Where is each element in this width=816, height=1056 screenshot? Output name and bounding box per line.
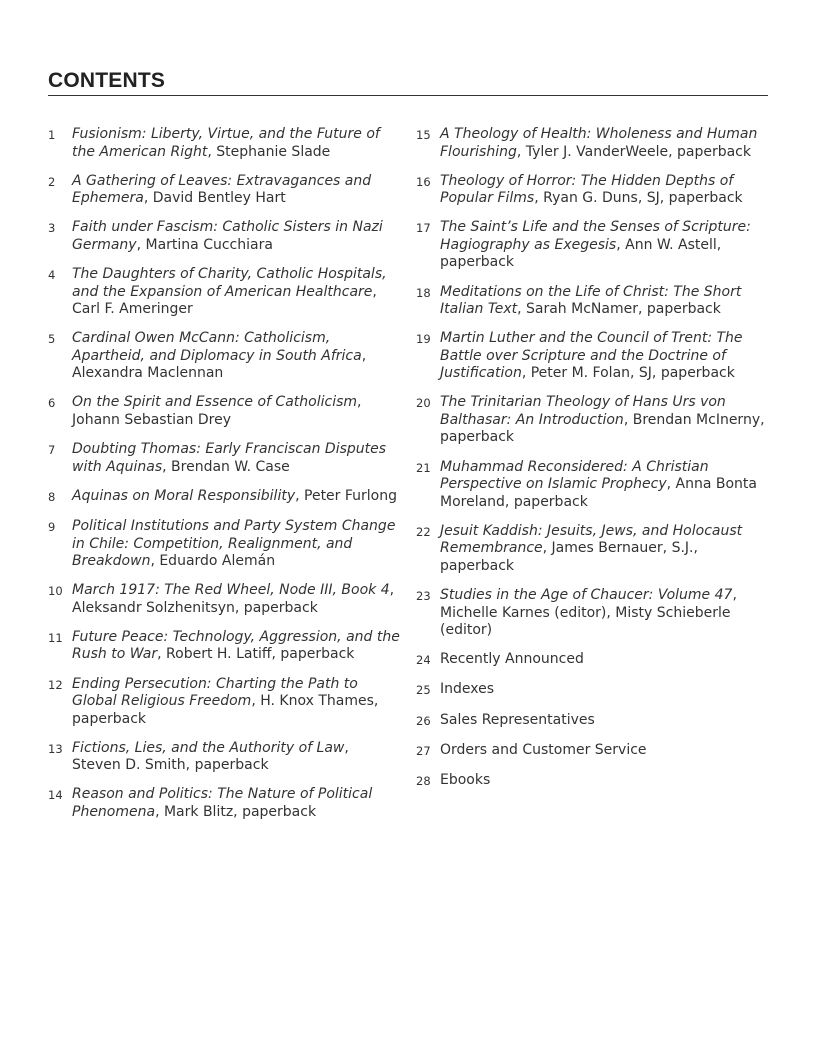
toc-entry[interactable] [416,681,768,700]
toc-entry[interactable] [48,394,400,429]
toc-page-number: 13 [48,741,63,756]
toc-entry-text [440,523,768,576]
toc-entry[interactable] [416,126,768,161]
toc-page-number: 8 [48,489,56,504]
book-title: Reason and Politics: The Nature of Political Phenomena [72,786,373,820]
book-title: Aquinas on Moral Responsibility [72,487,296,504]
toc-page-number: 2 [48,174,56,189]
toc-entry-text [440,459,768,512]
book-title: Theology of Horror: The Hidden Depths of Popular Films [440,172,734,207]
book-author-format: , David Bentley Hart [143,190,286,207]
page-title: CONTENTS [48,69,166,92]
book-author-format: Indexes [440,681,495,698]
book-title: A Gathering of Leaves: Extravagances and Ephemera [72,172,372,207]
toc-page-number: 14 [48,788,63,803]
toc-page-number: 3 [48,221,56,236]
book-author-format: , Ryan G. Duns, SJ, paperback [534,190,743,207]
toc-entry[interactable] [48,488,400,507]
toc-entry[interactable] [48,441,400,476]
toc-entry-text [440,772,768,790]
book-author-format: , Anna Bonta Moreland, paperback [440,476,757,510]
book-author-format: , Johann Sebastian Drey [72,394,362,428]
book-author-format: , James Bernauer, S.J., paperback [440,540,698,574]
toc-entry-text [72,330,400,383]
toc-page-number: 21 [416,460,431,475]
book-author-format: , Tyler J. VanderWeele, paperback [516,143,751,160]
toc-page-number: 7 [48,443,56,458]
toc-entry-text [440,173,768,208]
book-author-format: , Mark Blitz, paperback [155,803,317,820]
book-title: Faith under Fascism: Catholic Sisters in Nazi Germany [72,219,383,253]
book-title: The Daughters of Charity, Catholic Hospitals, and the Expansion of American Healthcare [72,266,387,300]
book-title: Jesuit Kaddish: Jesuits, Jews, and Holocaust Remembrance [440,522,743,557]
toc-entry[interactable] [48,740,400,775]
toc-entry-text [72,740,400,775]
book-title: Future Peace: Technology, Aggression, and the Rush to War [72,628,400,663]
book-title: The Saint’s Life and the Senses of Scripture: Hagiography as Exegesis [440,219,751,253]
book-author-format: , Aleksandr Solzhenitsyn, paperback [72,582,395,616]
book-author-format: , Peter Furlong [295,487,398,504]
book-title: On the Spirit and Essence of Catholicism [72,394,358,411]
toc-entry-text [72,676,400,729]
book-title: Ending Persecution: Charting the Path to Global Religious Freedom [72,675,358,710]
contents-page [48,0,768,820]
book-author-format: , Peter M. Folan, SJ, paperback [521,365,735,382]
toc-entry[interactable] [416,651,768,670]
toc-entry-text [72,518,400,571]
book-title: March 1917: The Red Wheel, Node III, Book 4 [72,582,390,599]
toc-page-number: 18 [416,285,431,300]
toc-entry-text [440,651,768,669]
toc-page-number: 10 [48,584,63,599]
toc-entry-text [440,587,768,640]
toc-page-number: 24 [416,653,431,668]
toc-page-number: 23 [416,589,431,603]
toc-entry[interactable] [48,330,400,383]
toc-entry-text [440,394,768,447]
book-title: Doubting Thomas: Early Franciscan Disputes with Aquinas [72,441,387,475]
book-author-format: , Carl F. Ameringer [72,283,377,318]
toc-page-number: 9 [48,520,56,534]
book-author-format: , Robert H. Latiff, paperback [157,646,355,663]
toc-page-number: 16 [416,174,431,189]
toc-page-number: 6 [48,396,56,411]
toc-entry[interactable] [416,523,768,576]
toc-entry-text [72,786,400,821]
toc-page-number: 26 [416,713,431,728]
toc-entry-text [72,219,400,254]
toc-page-number: 25 [416,683,431,698]
toc-page-number: 19 [416,332,431,347]
book-title: Fusionism: Liberty, Virtue, and the Future of the American Right [72,126,380,160]
toc-entry[interactable] [416,173,768,208]
toc-entry[interactable] [48,219,400,254]
book-title: Political Institutions and Party System Change in Chile: Competition, Realignment, and Breakdown [72,518,396,569]
book-author-format: , Brendan McInerny, paperback [440,411,765,446]
toc-page-number: 17 [416,221,431,236]
book-title: Cardinal Owen McCann: Catholicism, Apartheid, and Diplomacy in South Africa [72,330,362,364]
book-author-format: Ebooks [440,771,491,788]
book-author-format: , Martina Cucchiara [136,236,273,253]
toc-entry-text [72,582,400,617]
book-title: The Trinitarian Theology of Hans Urs von Balthasar: An Introduction [440,394,726,428]
book-title: Fictions, Lies, and the Authority of Law [72,739,345,756]
book-title: Studies in the Age of Chaucer: Volume 47 [440,587,733,603]
toc-page-number: 28 [416,773,431,788]
toc-entry-text [440,219,768,272]
book-author-format: , Michelle Karnes (editor), Misty Schieberle (editor) [440,587,737,638]
toc-entry[interactable] [416,394,768,447]
toc-entry-text [440,681,768,699]
book-author-format: , Brendan W. Case [162,458,290,475]
toc-entry[interactable] [416,772,768,791]
toc-entry-text [72,629,400,664]
toc-entry[interactable] [416,330,768,383]
book-author-format: , Stephanie Slade [207,143,331,160]
toc-entry[interactable] [48,629,400,664]
toc-entry[interactable] [416,587,768,640]
toc-entry[interactable] [416,712,768,731]
book-author-format: , Sarah McNamer, paperback [517,301,721,318]
toc-entry[interactable] [48,266,400,319]
toc-entry-text [72,173,400,208]
toc-page-number: 22 [416,524,431,539]
book-title: Muhammad Reconsidered: A Christian Perspective on Islamic Prophecy [440,458,709,493]
toc-entry[interactable] [48,173,400,208]
book-author-format: , Ann W. Astell, paperback [440,236,722,271]
book-author-format: , Steven D. Smith, paperback [72,739,349,774]
toc-entry[interactable] [48,676,400,729]
toc-page-number: 1 [48,128,56,142]
right-column [416,126,768,802]
book-title: Meditations on the Life of Christ: The Short Italian Text [440,283,742,318]
toc-page-number: 12 [48,677,63,692]
toc-page-number: 5 [48,332,56,347]
toc-page-number: 11 [48,630,63,645]
toc-entry[interactable] [48,582,400,617]
toc-page-number: 4 [48,268,56,283]
toc-entry-text [440,712,768,730]
left-column [48,126,400,833]
toc-entry-text [72,488,400,506]
book-author-format: Sales Representatives [440,711,595,728]
toc-entry-text [72,394,400,429]
title-rule [48,95,768,96]
book-author-format: Orders and Customer Service [440,741,647,758]
book-title: A Theology of Health: Wholeness and Human Flourishing [440,126,758,160]
book-author-format: , Eduardo Alemán [150,553,276,569]
toc-entry-text [440,742,768,760]
toc-entry-text [72,126,400,161]
toc-entry[interactable] [416,742,768,761]
toc-entry-text [72,266,400,319]
book-author-format: , H. Knox Thames, paperback [72,693,379,727]
book-author-format: , Alexandra Maclennan [72,347,367,382]
toc-entry-text [440,126,768,161]
toc-entry[interactable] [416,219,768,272]
toc-entry-text [440,284,768,319]
toc-entry[interactable] [48,126,400,161]
toc-entry[interactable] [416,284,768,319]
toc-entry[interactable] [48,518,400,571]
toc-entry-text [440,330,768,383]
toc-page-number: 20 [416,396,431,411]
toc-entry[interactable] [48,786,400,821]
book-title: Martin Luther and the Council of Trent: The Battle over Scripture and the Doctrine of Justification [440,330,743,382]
toc-page-number: 15 [416,128,431,142]
toc-page-number: 27 [416,743,431,758]
toc-entry-text [72,441,400,476]
toc-entry[interactable] [416,459,768,512]
book-author-format: Recently Announced [440,651,584,668]
